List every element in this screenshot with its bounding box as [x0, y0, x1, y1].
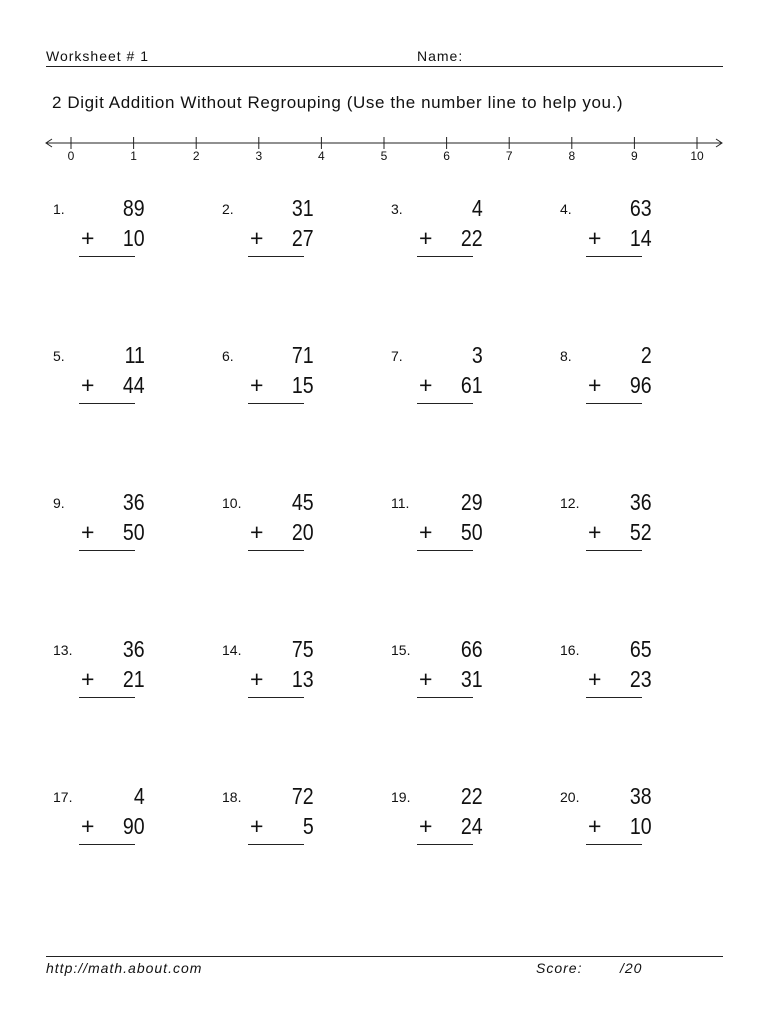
- top-addend: 36: [123, 489, 145, 515]
- problem-18: [222, 783, 372, 879]
- plus-sign: +: [250, 813, 264, 839]
- answer-line[interactable]: [417, 550, 473, 551]
- plus-sign: +: [588, 225, 602, 251]
- plus-sign: +: [419, 372, 433, 398]
- footer-rule: [46, 956, 723, 957]
- bottom-addend: 14: [630, 225, 652, 251]
- answer-line[interactable]: [417, 256, 473, 257]
- top-addend: 65: [630, 636, 652, 662]
- score-total: /20: [620, 960, 643, 976]
- plus-sign: +: [81, 225, 95, 251]
- bottom-addend: 31: [461, 666, 483, 692]
- plus-sign: +: [250, 666, 264, 692]
- footer-url: http://math.about.com: [46, 960, 203, 976]
- problem-9: [53, 489, 203, 585]
- number-line-label: 1: [130, 149, 137, 163]
- top-addend: 4: [134, 783, 145, 809]
- problem-11: [391, 489, 541, 585]
- problem-number: 7.: [391, 348, 403, 364]
- plus-sign: +: [588, 519, 602, 545]
- bottom-addend: 23: [630, 666, 652, 692]
- number-line-label: 7: [505, 149, 513, 163]
- plus-sign: +: [588, 813, 602, 839]
- problem-number: 17.: [53, 789, 73, 805]
- problem-8: [560, 342, 710, 438]
- plus-sign: +: [81, 519, 95, 545]
- bottom-addend: 50: [461, 519, 483, 545]
- problem-20: [560, 783, 710, 879]
- top-addend: 3: [472, 342, 483, 368]
- plus-sign: +: [588, 372, 602, 398]
- problem-number: 5.: [53, 348, 65, 364]
- answer-line[interactable]: [248, 697, 304, 698]
- plus-sign: +: [419, 225, 433, 251]
- problem-number: 11.: [391, 495, 410, 511]
- problem-number: 12.: [560, 495, 580, 511]
- top-addend: 45: [292, 489, 314, 515]
- plus-sign: +: [81, 372, 95, 398]
- number-line-label: 2: [192, 149, 200, 163]
- answer-line[interactable]: [248, 403, 304, 404]
- problem-14: [222, 636, 372, 732]
- problem-number: 3.: [391, 201, 403, 217]
- problem-number: 2.: [222, 201, 234, 217]
- top-addend: 63: [630, 195, 652, 221]
- bottom-addend: 10: [630, 813, 652, 839]
- top-addend: 75: [292, 636, 314, 662]
- top-addend: 72: [292, 783, 314, 809]
- bottom-addend: 5: [303, 813, 314, 839]
- top-addend: 4: [472, 195, 483, 221]
- plus-sign: +: [250, 519, 264, 545]
- bottom-addend: 52: [630, 519, 652, 545]
- plus-sign: +: [250, 372, 264, 398]
- problem-6: [222, 342, 372, 438]
- bottom-addend: 44: [123, 372, 145, 398]
- answer-line[interactable]: [586, 697, 642, 698]
- page-title: 2 Digit Addition Without Regrouping (Use the number line to help you.): [52, 93, 624, 112]
- number-line-label: 3: [255, 149, 263, 163]
- answer-line[interactable]: [248, 844, 304, 845]
- number-line-label: 10: [690, 149, 704, 163]
- answer-line[interactable]: [586, 550, 642, 551]
- problem-number: 13.: [53, 642, 73, 658]
- bottom-addend: 10: [123, 225, 145, 251]
- answer-line[interactable]: [79, 256, 135, 257]
- plus-sign: +: [81, 813, 95, 839]
- answer-line[interactable]: [248, 256, 304, 257]
- header-rule: [46, 66, 723, 67]
- number-line-label: 6: [443, 149, 450, 163]
- problem-number: 10.: [222, 495, 242, 511]
- number-line-label: 0: [67, 149, 75, 163]
- problem-4: [560, 195, 710, 291]
- top-addend: 2: [641, 342, 652, 368]
- problem-number: 6.: [222, 348, 234, 364]
- number-line-label: 8: [568, 149, 576, 163]
- top-addend: 11: [124, 342, 145, 368]
- plus-sign: +: [250, 225, 264, 251]
- problem-number: 19.: [391, 789, 411, 805]
- problem-number: 8.: [560, 348, 572, 364]
- top-addend: 36: [630, 489, 652, 515]
- plus-sign: +: [419, 813, 433, 839]
- worksheet-label: Worksheet # 1: [46, 48, 150, 64]
- problem-3: [391, 195, 541, 291]
- bottom-addend: 21: [123, 666, 145, 692]
- score-label: Score:: [536, 960, 583, 976]
- plus-sign: +: [81, 666, 95, 692]
- problem-7: [391, 342, 541, 438]
- bottom-addend: 61: [461, 372, 483, 398]
- answer-line[interactable]: [79, 550, 135, 551]
- problem-number: 20.: [560, 789, 580, 805]
- answer-line[interactable]: [417, 844, 473, 845]
- top-addend: 29: [461, 489, 483, 515]
- plus-sign: +: [419, 666, 433, 692]
- problem-17: [53, 783, 203, 879]
- answer-line[interactable]: [417, 697, 473, 698]
- answer-line[interactable]: [586, 844, 642, 845]
- problem-12: [560, 489, 710, 585]
- problem-number: 1.: [53, 201, 65, 217]
- problem-number: 15.: [391, 642, 411, 658]
- number-line-label: 4: [318, 149, 325, 163]
- bottom-addend: 96: [630, 372, 652, 398]
- problem-5: [53, 342, 203, 438]
- problem-16: [560, 636, 710, 732]
- plus-sign: +: [419, 519, 433, 545]
- problem-number: 14.: [222, 642, 242, 658]
- problem-2: [222, 195, 372, 291]
- top-addend: 36: [123, 636, 145, 662]
- answer-line[interactable]: [79, 844, 135, 845]
- bottom-addend: 22: [461, 225, 483, 251]
- number-line: [0, 130, 768, 170]
- problem-10: [222, 489, 372, 585]
- bottom-addend: 20: [292, 519, 314, 545]
- top-addend: 22: [461, 783, 483, 809]
- bottom-addend: 90: [123, 813, 145, 839]
- answer-line[interactable]: [417, 403, 473, 404]
- bottom-addend: 24: [461, 813, 483, 839]
- name-label: Name:: [417, 48, 464, 64]
- answer-line[interactable]: [248, 550, 304, 551]
- number-line-label: 9: [631, 149, 638, 163]
- answer-line[interactable]: [79, 403, 135, 404]
- answer-line[interactable]: [586, 403, 642, 404]
- top-addend: 38: [630, 783, 652, 809]
- bottom-addend: 13: [292, 666, 314, 692]
- top-addend: 71: [292, 342, 314, 368]
- answer-line[interactable]: [79, 697, 135, 698]
- answer-line[interactable]: [586, 256, 642, 257]
- top-addend: 66: [461, 636, 483, 662]
- problem-number: 18.: [222, 789, 242, 805]
- problem-1: [53, 195, 203, 291]
- bottom-addend: 50: [123, 519, 145, 545]
- top-addend: 31: [292, 195, 314, 221]
- top-addend: 89: [123, 195, 145, 221]
- problem-number: 4.: [560, 201, 572, 217]
- problem-19: [391, 783, 541, 879]
- number-line-label: 5: [380, 149, 388, 163]
- plus-sign: +: [588, 666, 602, 692]
- bottom-addend: 27: [292, 225, 314, 251]
- problem-15: [391, 636, 541, 732]
- problem-13: [53, 636, 203, 732]
- bottom-addend: 15: [292, 372, 314, 398]
- problem-number: 16.: [560, 642, 580, 658]
- problem-number: 9.: [53, 495, 65, 511]
